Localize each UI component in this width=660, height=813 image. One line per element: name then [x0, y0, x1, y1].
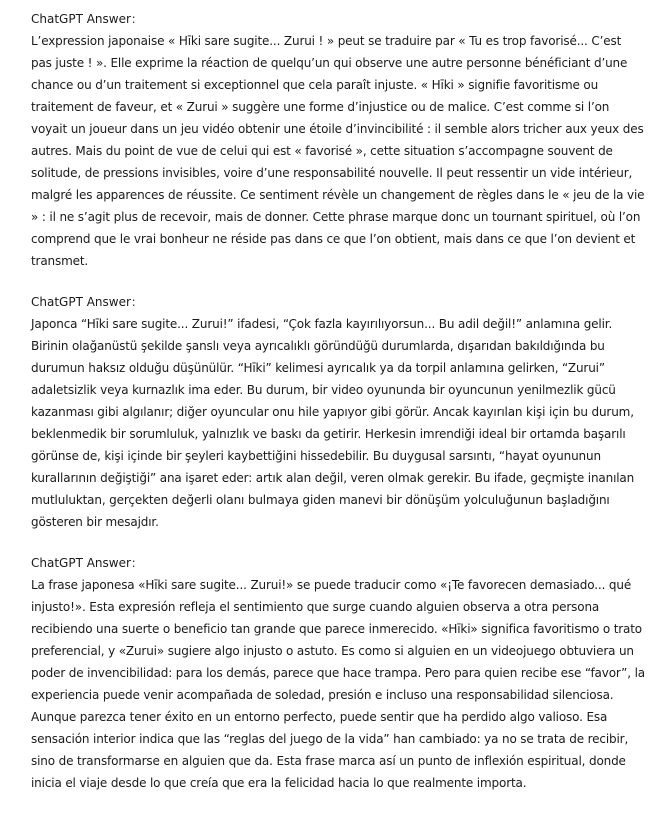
answer-heading: ChatGPT Answer：: [31, 295, 143, 309]
answer-block-turkish: [31, 291, 645, 533]
document: [31, 8, 645, 813]
answer-paragraph: L’expression japonaise « Hīki sare sugite... Zurui ! » peut se traduire par « Tu es trop favorisé... C’est pas juste ! ». Elle exprime la réaction de quelqu’un qui observe une autre personne bénéficiant d’une chance ou d’un traitement si exceptionnel que cela paraît injuste. « Hīki » signifie favoritisme ou traitement de faveur, et « Zurui » suggère une forme d’injustice ou de malice. C’est comme si l’on voyait un joueur dans un jeu vidéo obtenir une étoile d’invincibilité : il semble alors tricher aux yeux des autres. Mais du point de vue de celui qui est « favorisé », cette situation s’accompagne souvent de solitude, de pressions invisibles, voire d’une responsabilité nouvelle. Il peut ressentir un vide intérieur, malgré les apparences de réussite. Ce sentiment révèle un changement de règles dans le « jeu de la vie » : il ne s’agit plus de recevoir, mais de donner. Cette phrase marque donc un tournant spirituel, où l’on comprend que le vrai bonheur ne réside pas dans ce que l’on obtient, mais dans ce que l’on devient et transmet.: [31, 34, 645, 268]
answer-block-french: [31, 8, 645, 272]
answer-heading: ChatGPT Answer：: [31, 12, 143, 26]
answer-paragraph: Japonca “Hīki sare sugite... Zurui!” ifadesi, “Çok fazla kayırılıyorsun... Bu adil değil!” anlamına gelir. Birinin olağanüstü şekilde şanslı veya ayrıcalıklı göründüğü durumlarda, dışarıdan bakıldığında bu durumun haksız olduğu düşünülür. “Hīki” kelimesi ayrıcalık ya da torpil anlamına gelirken, “Zurui” adaletsizlik veya kurnazlık ima eder. Bu durum, bir video oyununda bir oyuncunun yenilmezlik gücü kazanması gibi algılanır; diğer oyuncular onu hile yapıyor gibi görür. Ancak kayırılan kişi için bu durum, beklenmedik bir sorumluluk, yalnızlık ve baskı da getirir. Herkesin imrendiği ideal bir ortamda başarılı görünse de, kişi içinde bir şeyleri kaybettiğini hissedebilir. Bu duygusal sarsıntı, “hayat oyununun kurallarının değiştiği” ana işaret eder: artık alan değil, veren olmak gerekir. Bu ifade, geçmişte inanılan mutluluktan, gerçekten değerli olanı bulmaya giden manevi bir dönüşüm yolculuğunun başladığını gösteren bir mesajdır.: [31, 317, 635, 529]
answer-heading: ChatGPT Answer：: [31, 556, 143, 570]
answer-block-spanish: [31, 552, 645, 794]
answer-paragraph: La frase japonesa «Hīki sare sugite... Zurui!» se puede traducir como «¡Te favorecen demasiado... qué injusto!». Esta expresión refleja el sentimiento que surge cuando alguien observa a otra persona recibiendo una suerte o beneficio tan grande que parece inmerecido. «Hīki» significa favoritismo o trato preferencial, y «Zurui» sugiere algo injusto o astuto. Es como si alguien en un videojuego obtuviera un poder de invencibilidad: para los demás, parece que hace trampa. Pero para quien recibe ese “favor”, la experiencia puede venir acompañada de soledad, presión e incluso una responsabilidad silenciosa. Aunque parezca tener éxito en un entorno perfecto, puede sentir que ha perdido algo valioso. Esa sensación interior indica que las “reglas del juego de la vida” han cambiado: ya no se trata de recibir, sino de transformarse en alguien que da. Esta frase marca así un punto de inflexión espiritual, donde inicia el viaje desde lo que creía que era la felicidad hacia lo que realmente importa.: [31, 578, 645, 790]
